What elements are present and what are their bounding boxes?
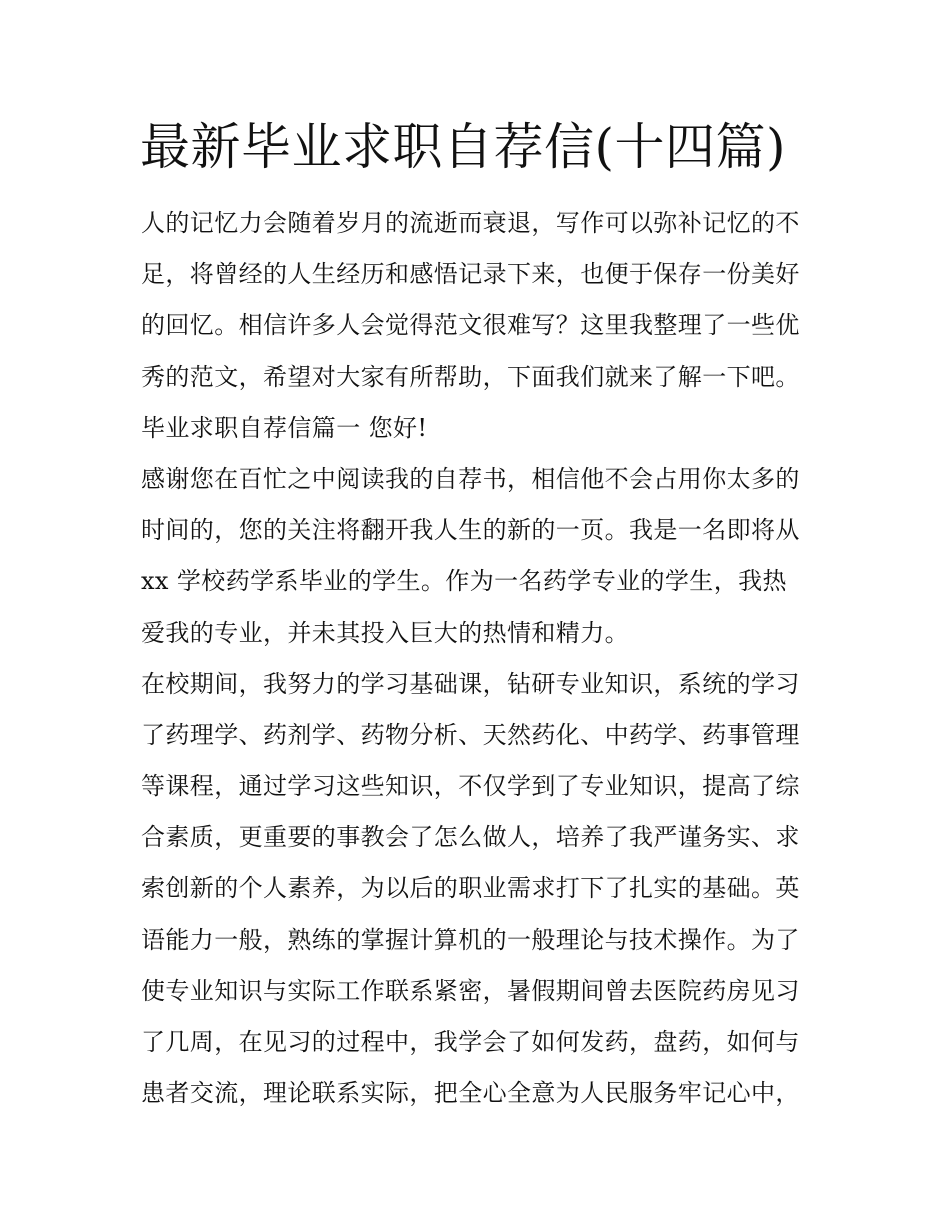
body-line: 患者交流，理论联系实际，把全心全意为人民服务牢记心中， xyxy=(141,1079,800,1108)
body-line: 索创新的个人素养，为以后的职业需求打下了扎实的基础。英 xyxy=(141,874,800,903)
section-heading-line: 毕业求职自荐信篇一 您好! xyxy=(141,413,428,442)
body-line: 语能力一般，熟练的掌握计算机的一般理论与技术操作。为了 xyxy=(141,925,800,954)
body-line: 人的记忆力会随着岁月的流逝而衰退，写作可以弥补记忆的不 xyxy=(141,209,800,237)
body-line: 合素质，更重要的事教会了怎么做人，培养了我严谨务实、求 xyxy=(141,823,800,852)
body-line: 感谢您在百忙之中阅读我的自荐书，相信他不会占用你太多的 xyxy=(141,464,800,493)
body-line: 使专业知识与实际工作联系紧密，暑假期间曾去医院药房见习 xyxy=(141,976,800,1005)
body-line: 时间的，您的关注将翻开我人生的新的一页。我是一名即将从 xyxy=(141,516,800,545)
body-line: 在校期间，我努力的学习基础课，钻研专业知识，系统的学习 xyxy=(141,669,800,698)
body-line: 足，将曾经的人生经历和感悟记录下来，也便于保存一份美好 xyxy=(141,260,800,289)
body-line: 秀的范文，希望对大家有所帮助，下面我们就来了解一下吧。 xyxy=(141,362,800,391)
body-line: xx 学校药学系毕业的学生。作为一名药学专业的学生，我热 xyxy=(141,567,787,596)
body-line: 爱我的专业，并未其投入巨大的热情和精力。 xyxy=(141,618,629,647)
document-body xyxy=(141,198,813,1119)
body-line: 了药理学、药剂学、药物分析、天然药化、中药学、药事管理 xyxy=(141,720,800,749)
body-line: 等课程，通过学习这些知识，不仅学到了专业知识，提高了综 xyxy=(141,772,800,801)
body-line: 了几周，在见习的过程中，我学会了如何发药，盘药，如何与 xyxy=(141,1028,800,1056)
body-line: 的回忆。相信许多人会觉得范文很难写？这里我整理了一些优 xyxy=(141,311,800,340)
document-title: 最新毕业求职自荐信(十四篇) xyxy=(140,118,787,176)
